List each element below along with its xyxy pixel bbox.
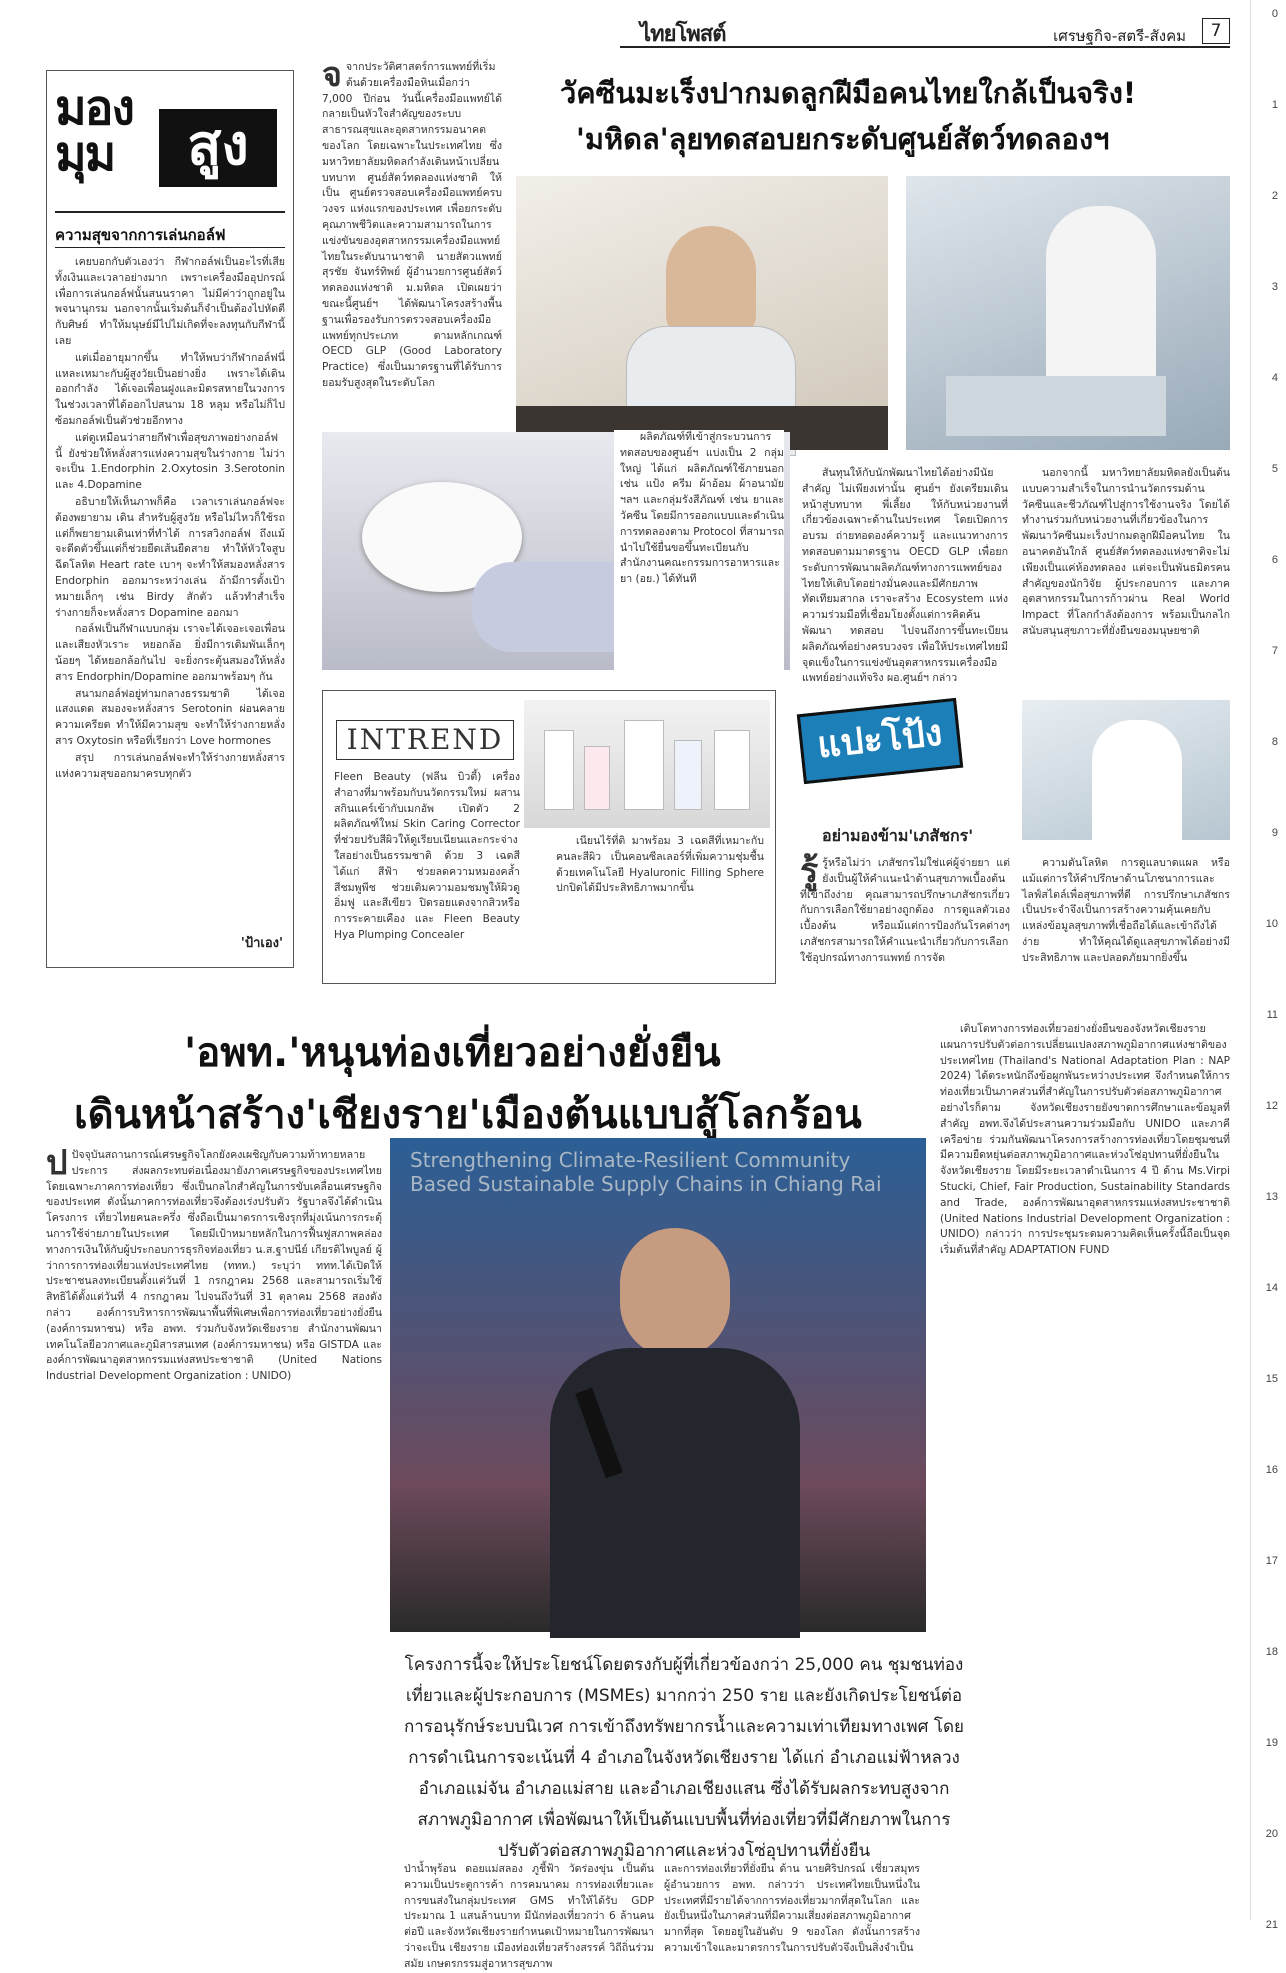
brand-box: สูง (159, 109, 277, 187)
ruler-mark: 19 (1265, 1737, 1278, 1749)
vaccine-headline-1: วัคซีนมะเร็งปากมดลูกฝีมือคนไทยใกล้เป็นจริง! (560, 76, 1137, 110)
tat-headline-1: 'อพท.'หนุนท่องเที่ยวอย่างยั่งยืน (184, 1030, 721, 1076)
pep-col-1 (800, 851, 1010, 980)
photo-speaker (390, 1138, 926, 1632)
dropcap: รู้ (800, 851, 819, 891)
paragraph: ความดันโลหิต การดูแลบาดแผล หรือแม้แต่การให้คำปรึกษาด้านโภชนาการและไลฟ์สไตล์เพื่อสุขภาพที่ดี การปรึกษาเภสัชกรเป็นประจำจึงเป็นการสร้างความคุ้นเคยกับแหล่งข้อมูลสุขภาพที่เชื่อถือได้และเข้าถึงได้ง่าย ทำให้คุณได้ดูแลสุขภาพได้อย่างมีประสิทธิภาพ และปลอดภัยมากยิ่งขึ้น (1022, 857, 1230, 964)
paragraph: แต่เมื่ออายุมากขึ้น ทำให้พบว่ากีฬากอล์ฟนี่แหละเหมาะกับผู้สูงวัยเป็นอย่างยิ่ง เพราะได้เดินออกกำลัง ได้เจอเพื่อนฝูงและมิตรสหายในวงการ ในช่วงเวลาที่ได้ออกไปสนาม 18 หลุม หรือไม่ก็ไปซ้อมกอล์ฟเป็นตัวช่วยอีกทาง (55, 351, 285, 427)
ruler-mark: 1 (1271, 99, 1278, 111)
ruler-mark: 5 (1271, 463, 1278, 475)
ruler-mark: 8 (1271, 736, 1278, 748)
photo-lab-technician (906, 176, 1230, 450)
paragraph: เติบโตทางการท่องเที่ยวอย่างยั่งยืนของจังหวัดเชียงราย แผนการปรับตัวต่อการเปลี่ยนแปลงสภาพภูมิอากาศแห่งชาติของประเทศไทย (Thailand's National Adaptation Plan : NAP 2024) ได้ตระหนักถึงข้อผูกพันระหว่างประเทศ จึงกำหนดให้การท่องเที่ยวเป็นภาคส่วนที่สำคัญในการปรับตัวต่อสภาพภูมิอากาศ อย่างไรก็ตาม จังหวัดเชียงรายยังขาดการศึกษาและข้อมูลที่สำคัญ อพท.จึงได้ประสานความร่วมมือกับ UNIDO และภาคีเครือข่าย ร่วมกันพัฒนาโครงการสร้างการท่องเที่ยวโดยชุมชนที่มีความยืดหยุ่นต่อสภาพภูมิอากาศและห่วงโซ่อุปทานที่ยั่งยืนในจังหวัดเชียงราย โดยมีระยะเวลาดำเนินการ 4 ปี ด้าน Ms.Virpi Stucki, Chief, Fair Production, Sustainability Standards and Trade, องค์การพัฒนาอุตสาหกรรมแห่งสหประชาชาติ (United Nations Industrial Development Organization : UNIDO) กล่าวว่า การประชุมระดมความคิดเห็นครั้งนี้ถือเป็นจุดเริ่มต้นที่สำคัญ ADAPTATION FUND (940, 1023, 1230, 1257)
ruler-mark: 10 (1265, 918, 1278, 930)
paragraph: และการท่องเที่ยวที่ยั่งยืน ด้าน นายศิริปกรณ์ เชี่ยวสมุทร ผู้อำนวยการ อพท. กล่าวว่า ประเทศไทยเป็นหนึ่งในประเทศที่มีรายได้จากการท่องเที่ยวมากที่สุดในโลก และยังเป็นหนึ่งในภาคส่วนที่มีความเสี่ยงต่อสภาพภูมิอากาศมากที่สุด โดยอยู่ในอันดับ 9 ของโลก ดังนั้นการสร้างความเข้าใจและมาตรการในการปรับตัวจึงเป็นสิ่งจำเป็น (664, 1863, 920, 1954)
paragraph: เคยบอกกับตัวเองว่า กีฬากอล์ฟเป็นอะไรที่เสียทั้งเงินและเวลาอย่างมาก เพราะเครื่องมืออุปกรณ์ เพื่อการเล่นกอล์ฟนั้นสนนราคา ไม่มีค่าว่าถูกอยู่ในพจนานุกรม นอกจากนั้นเริ่มต้นก็จำเป็นต้องไปหัดตีกับศิษย์ ทำให้มนุษย์มีไปไม่เกิดที่จะลงทุนกับกีฬานี้เลย (55, 256, 285, 347)
vaccine-headline-2: 'มหิดล'ลุยทดสอบยกระดับศูนย์สัตว์ทดลองฯ (576, 122, 1110, 156)
section-name: เศรษฐกิจ-สตรี-สังคม (1053, 27, 1186, 45)
lab-bench-shape (946, 376, 1166, 436)
ruler-mark: 16 (1265, 1464, 1278, 1476)
vaccine-col-3 (802, 466, 1008, 685)
ruler-mark: 20 (1265, 1828, 1278, 1840)
ruler-mark: 9 (1271, 827, 1278, 839)
column-kicker: ความสุขจากการเล่นกอล์ฟ (55, 226, 226, 244)
page-number: 7 (1202, 18, 1230, 44)
paragraph: จากประวัติศาสตร์การแพทย์ที่เริ่มต้นด้วยเครื่องมือหินเมื่อกว่า 7,000 ปีก่อน วันนี้เครื่องมือแพทย์ได้กลายเป็นหัวใจสำคัญของระบบสาธารณสุขและอุตสาหกรรมอนาคตของโลก โดยเฉพาะในประเทศไทย ซึ่งมหาวิทยาลัยมหิดลกำลังเดินหน้าเปลี่ยนบทบาท ศูนย์สัตว์ทดลองแห่งชาติ ให้เป็น ศูนย์ตรวจสอบเครื่องมือแพทย์ครบวงจร แห่งแรกของประเทศ เพื่อยกระดับคุณภาพชีวิตและความสามารถในการแข่งขันของอุตสาหกรรมเครื่องมือแพทย์ไทยในระดับนานาชาติ นายสัตวแพทย์สุรชัย จันทร์ทิพย์ ผู้อำนวยการศูนย์สัตว์ทดลองแห่งชาติ ม.มหิดล เปิดเผยว่า ขณะนี้ศูนย์ฯ ได้พัฒนาโครงสร้างพื้นฐานเพื่อรองรับการตรวจสอบเครื่องมือแพทย์ทุกประเภท ตามหลักเกณฑ์ OECD GLP (Good Laboratory Practice) ซึ่งเป็นมาตรฐานที่ได้รับการยอมรับสูงสุดในระดับโลก (322, 61, 502, 389)
divider (55, 247, 285, 248)
vaccine-col-4 (1022, 466, 1230, 670)
brand-bottom: มุม (55, 126, 115, 182)
photo-caption: โครงการนี้จะให้ประโยชน์โดยตรงกับผู้ที่เกี่ยวข้องกว่า 25,000 คน ชุมชนท่องเที่ยวและผู้ประกอบการ (MSMEs) มากกว่า 250 ราย และยังเกิดประโยชน์ต่อการอนุรักษ์ระบบนิเวศ การเข้าถึงทรัพยากรน้ำและความเท่าเทียมทางเพศ โดยการดำเนินการจะเน้นที่ 4 อำเภอในจังหวัดเชียงราย ได้แก่ อำเภอแม่ฟ้าหลวง อำเภอแม่จัน อำเภอแม่สาย และอำเภอเชียงแสน ซึ่งได้รับผลกระทบสูงจากสภาพภูมิอากาศ เพื่อพัฒนาให้เป็นต้นแบบพื้นที่ท่องเที่ยวที่มีศักยภาพในการปรับตัวต่อสภาพภูมิอากาศและห่วงโซ่อุปทานที่ยั่งยืน (404, 1655, 964, 1861)
ruler-mark: 4 (1271, 372, 1278, 384)
paragraph: ปัจจุบันสถานการณ์เศรษฐกิจโลกยังคงเผชิญกับความท้าทายหลายประการ ส่งผลกระทบต่อเนื่องมายังภาคเศรษฐกิจของประเทศไทย โดยเฉพาะภาคการท่องเที่ยว ซึ่งเป็นกลไกสำคัญในการขับเคลื่อนเศรษฐกิจของประเทศ ดังนั้นภาคการท่องเที่ยวจึงต้องเร่งปรับตัว รัฐบาลจึงได้ดำเนินโครงการ เที่ยวไทยคนละครึ่ง ซึ่งถือเป็นมาตรการเชิงรุกที่มุ่งเน้นการกระตุ้นการใช้จ่ายภายในประเทศ โดยมีเป้าหมายหลักในการฟื้นฟูสภาพคล่องทางการเงินให้กับผู้ประกอบการธุรกิจท่องเที่ยว น.ส.ฐาปนีย์ เกียรติไพบูลย์ ผู้ว่าการการท่องเที่ยวแห่งประเทศไทย (ททท.) ระบุว่า ททท.ได้เปิดให้ประชาชนลงทะเบียนตั้งแต่วันที่ 1 กรกฎาคม 2568 และสามารถเริ่มใช้สิทธิได้ตั้งแต่วันที่ 4 กรกฎาคม ไปจนถึงวันที่ 31 ตุลาคม 2568 สองดังกล่าว องค์การบริหารการพัฒนาพื้นที่พิเศษเพื่อการท่องเที่ยวอย่างยั่งยืน (องค์การมหาชน) หรือ อพท. ร่วมกับจังหวัดเชียงราย สำนักงานพัฒนาเทคโนโลยีอวกาศและภูมิสารสนเทศ (องค์การมหาชน) หรือ GISTDA และองค์การพัฒนาอุตสาหกรรมแห่งสหประชาชาติ (United Nations Industrial Development Organization : UNIDO) (46, 1149, 382, 1383)
paragraph: สันทุนให้กับนักพัฒนาไทยได้อย่างมีนัยสำคัญ ไม่เพียงเท่านั้น ศูนย์ฯ ยังเตรียมเดินหน้าสู่บทบาท พี่เลี้ยง ให้กับหน่วยงานที่เกี่ยวข้องเฉพาะด้านในประเทศ โดยเปิดการอบรม ถ่ายทอดองค์ความรู้ และแนวทางการทดสอบตามมาตรฐาน OECD GLP เพื่อยกระดับการพัฒนาผลิตภัณฑ์ทางการแพทย์ของไทยให้เติบโตอย่างมั่นคงและมีศักยภาพทัดเทียมสากล เราจะสร้าง Ecosystem แห่งความร่วมมือที่เชื่อมโยงตั้งแต่การคิดค้น พัฒนา ทดสอบ ไปจนถึงการขึ้นทะเบียนผลิตภัณฑ์อย่างครบวงจร เพื่อให้ประเทศไทยมีจุดแข็งในการแข่งขันอุตสาหกรรมเครื่องมือแพทย์อย่างแท้จริง ผอ.ศูนย์ฯ กล่าว (802, 467, 1008, 685)
paragraph: แต่ดูเหมือนว่าสายกีฬาเพื่อสุขภาพอย่างกอล์ฟนี้ ยังช่วยให้หลั่งสารแห่งความสุขในร่างกาย ไม่ว่าจะเป็น 1.Endorphin 2.Oxytosin 3.Serotonin และ 4.Dopamine (55, 431, 285, 492)
ruler-mark: 2 (1271, 190, 1278, 202)
tat-headline-2: เดินหน้าสร้าง'เชียงราย'เมืองต้นแบบสู้โลกร้อน (74, 1092, 862, 1138)
speaker-head (620, 1228, 730, 1358)
column-mong-mum-sung (46, 70, 294, 968)
ruler-mark: 12 (1265, 1100, 1278, 1112)
backdrop-text: Strengthening Climate-Resilient Community Based Sustainable Supply Chains in Chiang Rai (410, 1148, 882, 1196)
paragraph: Fleen Beauty (ฟลีน บิวตี้) เครื่องสำอางที่มาพร้อมกับนวัตกรรมใหม่ ผสานสกินแคร์เข้ากับเมกอัพ เปิดตัว 2 ผลิตภัณฑ์ใหม่ Skin Caring Corrector ที่ช่วยปรับสีผิวให้ดูเรียบเนียนและกระจ่างใสอย่างเป็นธรรมชาติ ด้วย 3 เฉดสี ได้แก่ สีฟ้า ช่วยลดความหมองคล้ำ สีชมพูพีช ช่วยเติมความอมชมพูให้ผิวดูอิ่มฟู และสีเขียว ปิดรอยแดงจากสิวหรือการระคายเคือง และ Fleen Beauty Hya Plumping Concealer (334, 771, 520, 941)
vaccine-col-1 (322, 55, 502, 440)
brand-top: มอง (55, 80, 133, 136)
ruler-mark: 13 (1265, 1191, 1278, 1203)
paragraph: สนามกอล์ฟอยู่ท่ามกลางธรรมชาติ ได้เจอแสงแดด สมองจะหลั่งสาร Serotonin ผ่อนคลายความเครียด ทำให้มีความสุข จะทำให้ร่างกายหลั่งสาร Oxytosin หรือที่เรียกว่า Love hormones (55, 687, 285, 747)
ruler-mark: 17 (1265, 1555, 1278, 1567)
ruler-mark: 0 (1271, 8, 1278, 20)
column-brand (55, 80, 133, 182)
pharmacist-shape (1092, 720, 1182, 840)
dropcap: จ (322, 55, 342, 95)
lab-coat-shape (1046, 206, 1156, 386)
pep-subhead: อย่ามองข้าม'เภสัชกร' (822, 826, 974, 845)
paragraph: กอล์ฟเป็นกีฬาแบบกลุ่ม เราจะได้เจอะเจอเพื่อนและเสียงหัวเราะ หยอกล้อ ยิ่งมีการเดิมพันเล็กๆ น้อยๆ ได้หยอกล้อกันไป จะยิ่งกระตุ้นสมองให้หลั่งสาร Endorphin/Dopamine ออกมาพร้อมๆ กัน (55, 623, 285, 683)
ruler-mark: 21 (1265, 1919, 1278, 1931)
paragraph: อธิบายให้เห็นภาพก็คือ เวลาเราเล่นกอล์ฟจะต้องพยายาม เดิน สำหรับผู้สูงวัย หรือไม่ไหวก็ใช้รถ แต่ก็พยายามเดินเท่าที่ทำได้ การสวิงกอล์ฟ ถึงแม้จะดีดตัวขึ้นแต่ก็ช่วยยืดเส้นยืดสาย ทำให้หัวใจสูบฉีดโลหิต Heart rate เบาๆ จะทำให้สมองหลั่งสาร Endorphin ออกมาระหว่างเล่น ถ้ามีการตั้งเป้าหมายเล็กๆ เช่น Birdy สักตัว แล้วทำสำเร็จ ร่างกายก็จะหลั่งสาร Dopamine ออกมา (55, 495, 285, 619)
paragraph: สรุป การเล่นกอล์ฟจะทำให้ร่างกายหลั่งสารแห่งความสุขออกมาครบทุกตัว (55, 751, 285, 780)
paragraph: รู้หรือไม่ว่า เภสัชกรไม่ใช่แค่ผู้จ่ายยา แต่ยังเป็นผู้ให้คำแนะนำด้านสุขภาพเบื้องต้นที่เข้าถึงง่าย คุณสามารถปรึกษาเภสัชกรเกี่ยวกับการเลือกใช้ยาอย่างถูกต้อง การดูแลตัวเองเบื้องต้น หรือแม้แต่การป้องกันโรคต่างๆ เภสัชกรสามารถให้คำแนะนำเกี่ยวกับการเลือกใช้อุปกรณ์ทางการแพทย์ การจัด (800, 857, 1010, 964)
masthead (620, 14, 1230, 48)
photo-fleen-products (524, 700, 770, 828)
pep-col-2 (1022, 856, 1230, 980)
ruler-mark: 11 (1266, 1009, 1278, 1021)
photo-pharmacist (1022, 700, 1230, 840)
product-bottle (544, 730, 574, 810)
column-byline: 'ป้าเอง' (240, 936, 283, 951)
photo-director (516, 176, 888, 450)
product-bottle (584, 746, 610, 810)
paragraph: เนียนไร้ที่ติ มาพร้อม 3 เฉดสีที่เหมาะกับคนละสีผิว เป็นคอนซีลเลอร์ที่เพิ่มความชุ่มชื้นด้วยเทคโนโลยี Hyaluronic Filling Sphere ปกปิดได้มีประสิทธิภาพมากขึ้น (556, 835, 764, 895)
ruler-mark: 18 (1265, 1646, 1278, 1658)
intrend-col-2 (556, 834, 764, 974)
intrend-logo: INTREND (336, 720, 514, 760)
intrend-col-1 (334, 770, 520, 974)
tat-col-4 (940, 1022, 1230, 1910)
newspaper-logo: ไทยโพสต์ (640, 21, 726, 47)
product-box (624, 720, 664, 810)
ruler-mark: 6 (1271, 554, 1278, 566)
tat-col-2 (404, 1862, 654, 1970)
divider (55, 211, 285, 213)
product-bottle (674, 740, 702, 810)
dropcap: ป (46, 1143, 68, 1183)
ruler-mark: 14 (1265, 1282, 1278, 1294)
paragraph: นอกจากนี้ มหาวิทยาลัยมหิดลยังเป็นต้นแบบความสำเร็จในการนำนวัตกรรมด้านวัคซีนและชีวภัณฑ์ไปสู่การใช้งานจริง โดยได้ทำงานร่วมกับหน่วยงานที่เกี่ยวข้องในการพัฒนาวัคซีนมะเร็งปากมดลูกฝีมือคนไทย ในอนาคตอันใกล้ ศูนย์สัตว์ทดลองแห่งชาติจะไม่เพียงเป็นแค่ห้องทดลอง แต่จะเป็นพันธมิตรคนสำคัญของนักวิจัย ผู้ประกอบการ และภาคอุตสาหกรรมในการก้าวผ่าน Real World Impact ที่โลกกำลังต้องการ พร้อมเป็นกลไกสนับสนุนสุขภาวะที่ยั่งยืนของมนุษยชาติ (1022, 467, 1230, 637)
vaccine-col-2 (614, 430, 784, 670)
paragraph: ป่าน้ำพุร้อน ดอยแม่สลอง ภูชี้ฟ้า วัดร่องขุ่น เป็นต้น ความเป็นประตูการค้า การคมนาคม การท่องเที่ยวและการขนส่งในกลุ่มประเทศ GMS ทำให้ได้รับ GDP ประมาณ 1 แสนล้านบาท มีนักท่องเที่ยวกว่า 6 ล้านคนต่อปี และจังหวัดเชียงรายกำหนดเป้าหมายในการพัฒนาว่าจะเป็น เชียงราย เมืองท่องเที่ยวสร้างสรรค์ วิถีถิ่นร่วมสมัย เกษตรกรรมสู่อาหารสุขภาพ (404, 1863, 654, 1970)
ruler-mark: 7 (1271, 645, 1278, 657)
ruler-mark: 3 (1271, 281, 1278, 293)
column-body (55, 255, 285, 920)
tat-col-1 (46, 1143, 382, 1908)
ruler-mark: 15 (1265, 1373, 1278, 1385)
product-box (714, 730, 750, 810)
person-shape (666, 226, 756, 336)
tat-col-3 (664, 1862, 920, 1954)
pep-pong-stamp: แปะโป้ง (797, 698, 963, 784)
paragraph: ผลิตภัณฑ์ที่เข้าสู่กระบวนการทดสอบของศูนย์ฯ แบ่งเป็น 2 กลุ่มใหญ่ ได้แก่ ผลิตภัณฑ์ใช้ภายนอก เช่น แป้ง ครีม ผ้าอ้อม ผ้าอนามัย ฯลฯ และกลุ่มรังสีภัณฑ์ เช่น ยาและวัคซีน โดยมีการออกแบบและดำเนินการทดลองตาม Protocol ที่สามารถนำไปใช้ยื่นขอขึ้นทะเบียนกับสำนักงานคณะกรรมการอาหารและยา (อย.) ได้ทันที (620, 431, 785, 586)
page-ruler (1250, 0, 1286, 1931)
